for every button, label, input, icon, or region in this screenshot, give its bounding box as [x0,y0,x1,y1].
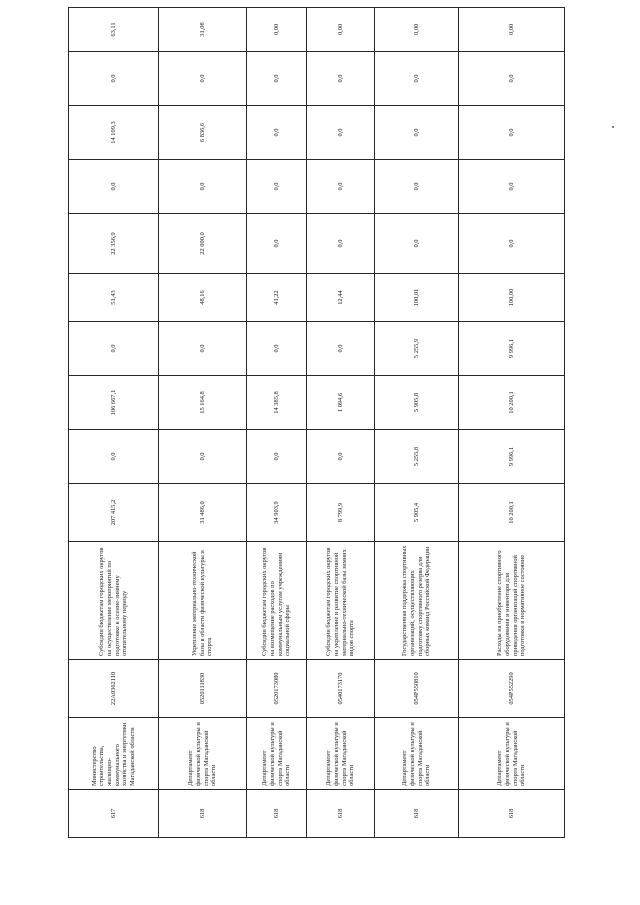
row-code: 618 [459,790,565,838]
table-row [247,8,307,838]
value-10: 31,08 [159,8,247,52]
value-8: 0,0 [459,106,565,160]
value-2: 0,0 [307,430,375,484]
value-6: 22 000,0 [159,214,247,274]
value-5: 100,00 [459,274,565,322]
value-8: 14 109,3 [69,106,159,160]
value-2: 0,0 [69,430,159,484]
organization-name: Департамент физической культуры и спорта Магаданской области [159,718,247,790]
budget-table [68,7,565,838]
value-8: 0,0 [307,106,375,160]
value-7: 0,0 [375,160,459,214]
value-10: 0,00 [375,8,459,52]
value-1: 10 200,1 [459,484,565,542]
value-8: 0,0 [247,106,307,160]
target-code: 054Р552290 [459,660,565,718]
expense-description: Субсидии бюджетам городских округов на возмещение расходов по коммунальным услугам учреждениям социальной сферы [247,542,307,660]
value-7: 0,0 [459,160,565,214]
value-4: 9 996,1 [459,322,565,376]
value-9: 0,0 [459,52,565,106]
value-9: 0,0 [159,52,247,106]
value-5: 100,01 [375,274,459,322]
target-code: 0540173170 [307,660,375,718]
row-code: 618 [307,790,375,838]
value-9: 0,0 [247,52,307,106]
value-3: 15 164,8 [159,376,247,430]
value-7: 0,0 [247,160,307,214]
value-7: 0,0 [159,160,247,214]
expense-description: Субсидии бюджетам городских округов на укрепление и развитие спортивной материально-технической базы зимних видов спорта [307,542,375,660]
value-1: 34 903,9 [247,484,307,542]
table-row [159,8,247,838]
expense-description: Укрепление материально-технической базы в области физической культуры и спорта [159,542,247,660]
value-8: 0,0 [375,106,459,160]
value-3: 5 905,8 [375,376,459,430]
expense-description: Субсидии бюджетам городских округов на осуществление мероприятий по подготовке к осенне-зимнему отопительному периоду [69,542,159,660]
value-6: 0,0 [459,214,565,274]
target-code: 22А0362110 [69,660,159,718]
table-row [69,8,159,838]
organization-name: Департамент физической культуры и спорта Магаданской области [459,718,565,790]
value-3: 1 094,6 [307,376,375,430]
value-10: 0,00 [247,8,307,52]
value-1: 31 486,0 [159,484,247,542]
value-3: 10 200,1 [459,376,565,430]
value-6: 0,0 [247,214,307,274]
value-10: 0,00 [459,8,565,52]
row-code: 618 [375,790,459,838]
value-2: 9 996,1 [459,430,565,484]
expense-description: Расходы на приобретение спортивного оборудования и инвентаря для приведения организаций спортивной подготовки в нормативное состояние [459,542,565,660]
expense-description: Государственная поддержка спортивных организаций, осуществляющих подготовку спортивного резерва для сборных команд Российской Федерации [375,542,459,660]
value-9: 0,0 [307,52,375,106]
table-body [69,8,565,838]
rotated-page [68,22,564,838]
value-4: 0,0 [307,322,375,376]
value-9: 0,0 [375,52,459,106]
value-5: 48,16 [159,274,247,322]
value-5: 12,44 [307,274,375,322]
value-1: 8 799,9 [307,484,375,542]
target-code: 0520173080 [247,660,307,718]
value-1: 207 415,2 [69,484,159,542]
value-4: 5 255,9 [375,322,459,376]
target-code: 054Р550810 [375,660,459,718]
table-row [459,8,565,838]
value-4: 0,0 [69,322,159,376]
value-6: 0,0 [307,214,375,274]
value-6: 22 356,9 [69,214,159,274]
value-5: 51,43 [69,274,159,322]
table-row [375,8,459,838]
value-3: 106 667,1 [69,376,159,430]
value-10: 0,00 [307,8,375,52]
organization-name: Департамент физической культуры и спорта Магаданской области [247,718,307,790]
value-3: 14 385,8 [247,376,307,430]
organization-name: Департамент физической культуры и спорта Магаданской области [375,718,459,790]
organization-name: Департамент физической культуры и спорта Магаданской области [307,718,375,790]
row-code: 617 [69,790,159,838]
organization-name: Министерство строительства, жилищно-коммунального хозяйства и энергетики Магаданской области [69,718,159,790]
value-2: 0,0 [247,430,307,484]
value-2: 0,0 [159,430,247,484]
table-row [307,8,375,838]
target-code: 0520111830 [159,660,247,718]
row-code: 618 [159,790,247,838]
value-1: 5 905,4 [375,484,459,542]
value-4: 0,0 [159,322,247,376]
value-8: 6 836,6 [159,106,247,160]
value-9: 0,0 [69,52,159,106]
value-10: 63,11 [69,8,159,52]
value-4: 0,0 [247,322,307,376]
value-7: 0,0 [69,160,159,214]
margin-dot [612,126,614,128]
value-2: 5 255,8 [375,430,459,484]
row-code: 618 [247,790,307,838]
value-5: 41,22 [247,274,307,322]
value-7: 0,0 [307,160,375,214]
value-6: 0,0 [375,214,459,274]
